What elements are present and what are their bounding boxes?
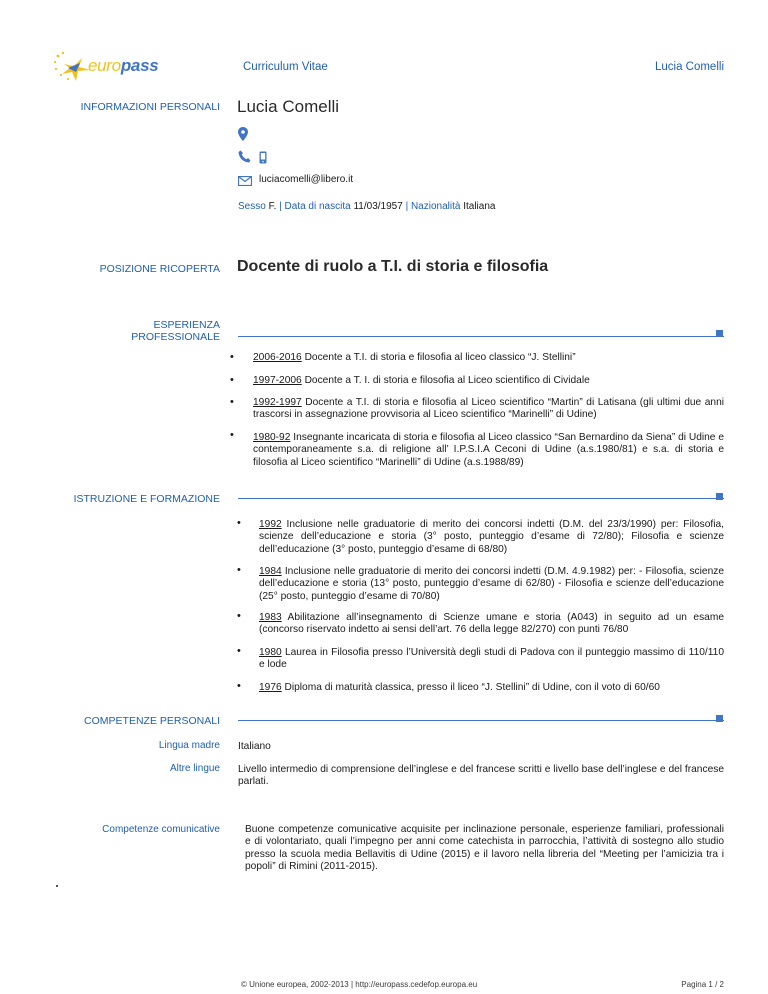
mobile-phone-icon (259, 151, 267, 164)
other-languages-label: Altre lingue (169, 763, 220, 774)
experience-years: 2006-2016 (253, 352, 302, 363)
position-title: Docente di ruolo a T.I. di storia e filosofia (237, 258, 549, 275)
experience-years: 1980-92 (253, 432, 291, 443)
separator: | (405, 201, 409, 212)
europass-logo (52, 50, 172, 86)
section-divider-square (716, 715, 723, 722)
experience-label-line1: ESPERIENZA (153, 319, 220, 331)
personal-details-line (238, 201, 495, 212)
education-years: 1984 (259, 566, 282, 577)
education-text: Abilitazione all’insegnamento di Scienze umane e storia (A043) in seguito ad un esame (concorso riservato indetto ai sensi dell’art. 76 della legge 82/270) con punti 76/80 (259, 612, 724, 636)
sex-value: F. (268, 201, 277, 212)
experience-years: 1997-2006 (253, 375, 302, 386)
birth-value: 11/03/1957 (353, 201, 403, 212)
bullet: • (237, 610, 241, 622)
nationality-label: Nazionalità (410, 201, 461, 212)
position-label: POSIZIONE RICOPERTA (99, 263, 220, 275)
education-label: ISTRUZIONE E FORMAZIONE (73, 493, 220, 505)
nationality-value: Italiana (463, 201, 496, 212)
education-years: 1980 (259, 647, 282, 658)
bullet: • (230, 374, 234, 386)
phone-icon (238, 150, 251, 163)
education-item (259, 519, 724, 556)
header-name: Lucia Comelli (654, 61, 724, 73)
education-item (259, 566, 724, 603)
bullet: • (230, 396, 234, 408)
person-name: Lucia Comelli (237, 97, 340, 116)
logo-text-euro: euro (88, 56, 121, 75)
section-divider (238, 720, 724, 721)
communication-label: Competenze comunicative (102, 824, 220, 835)
footer-copyright: © Unione europea, 2002-2013 | http://europass.cedefop.europa.eu (241, 980, 478, 989)
communication-value: Buone competenze comunicative acquisite per inclinazione personale, esperienze familiari, professionali e di volontariato, quali l’impegno per anni come catechista in parrocchia, l’attività di sostegno allo studio presso la scuola media Bellavitis di Udine (2015) e il lavoro nella libreria del “Meeting per l’amicizia tra i popoli” di Rimini (2011-2015). (245, 824, 724, 872)
skills-label: COMPETENZE PERSONALI (84, 715, 220, 727)
sex-label: Sesso (238, 201, 266, 212)
email-link[interactable]: luciacomelli@libero.it (259, 174, 354, 185)
personal-info-label: INFORMAZIONI PERSONALI (80, 101, 220, 113)
mother-tongue-value: Italiano (238, 741, 271, 752)
section-divider-square (716, 493, 723, 500)
experience-years: 1992-1997 (253, 397, 302, 408)
education-text: Inclusione nelle graduatorie di merito dei concorsi indetti (D.M. del 23/3/1990) per: Filosofia, scienze dell’educazione e storia (3° posto, punteggio d’esame di 72/80); Filosofia e scienze dell’educazione (3° posto, punteggio d’esame di 68/80) (259, 519, 724, 555)
doc-title: Curriculum Vitae (243, 61, 328, 73)
email-envelope-icon (238, 176, 252, 186)
footer-page-number: Pagina 1 / 2 (681, 980, 724, 989)
bullet: • (237, 680, 241, 692)
education-text: Laurea in Filosofia presso l’Università degli studi di Padova con il punteggio massimo di 110/110 e lode (259, 647, 724, 671)
bullet: • (237, 645, 241, 657)
education-years: 1983 (259, 612, 282, 623)
location-pin-icon (238, 127, 248, 141)
experience-text: Docente a T.I. di storia e filosofia al Liceo scientifico “Martin” di Latisana (gli ultimi due anni trascorsi in assegnazione provvisoria al Liceo scientifico “Marinelli” di Udine) (253, 397, 724, 421)
experience-text: Docente a T. I. di storia e filosofia al Liceo scientifico di Cividale (301, 375, 590, 386)
education-item (259, 682, 724, 694)
experience-item (253, 432, 724, 469)
education-item (259, 612, 724, 637)
bullet: • (237, 564, 241, 576)
education-item (259, 647, 724, 672)
experience-text: Docente a T.I. di storia e filosofia al liceo classico “J. Stellini” (301, 352, 576, 363)
mother-tongue-label: Lingua madre (158, 740, 220, 751)
section-divider-square (716, 330, 723, 337)
experience-label-line2: PROFESSIONALE (131, 331, 220, 343)
education-text: Inclusione nelle graduatorie di merito dei concorsi indetti (D.M. 4.9.1982) per: - Filosofia, scienze dell’educazione e storia (13° posto, punteggio d’esame di 62/80) - Filosofia e scienze dell’educazione (25° posto, punteggio d’esame di 70/80) (259, 566, 724, 602)
other-languages-value: Livello intermedio di comprensione dell’inglese e del francese scritti e livello base dell’inglese e del francese parlati. (238, 764, 724, 788)
bullet: • (230, 351, 234, 363)
education-text: Diploma di maturità classica, presso il liceo “J. Stellini” di Udine, con il voto di 60/60 (281, 682, 660, 693)
education-years: 1992 (259, 519, 282, 530)
experience-item (253, 352, 724, 364)
section-divider (238, 336, 724, 337)
birth-label: Data di nascita (284, 201, 351, 212)
logo-text-pass: pass (120, 56, 159, 75)
experience-text: Insegnante incaricata di storia e filosofia al Liceo classico “San Bernardino da Siena” di Udine e contemporaneamente s.a. di religione all’ I.P.S.I.A Ceconi di Udine (a.s.1980/81) e s.a. di storia e filosofia al Liceo scientifico “Marinelli” di Udine (a.s.1988/89) (253, 432, 724, 468)
bullet: • (230, 429, 234, 441)
education-years: 1976 (259, 682, 282, 693)
separator: | (279, 201, 282, 212)
stray-mark (56, 885, 58, 887)
experience-item (253, 375, 724, 387)
section-divider (238, 498, 724, 499)
experience-item (253, 397, 724, 422)
bullet: • (237, 517, 241, 529)
